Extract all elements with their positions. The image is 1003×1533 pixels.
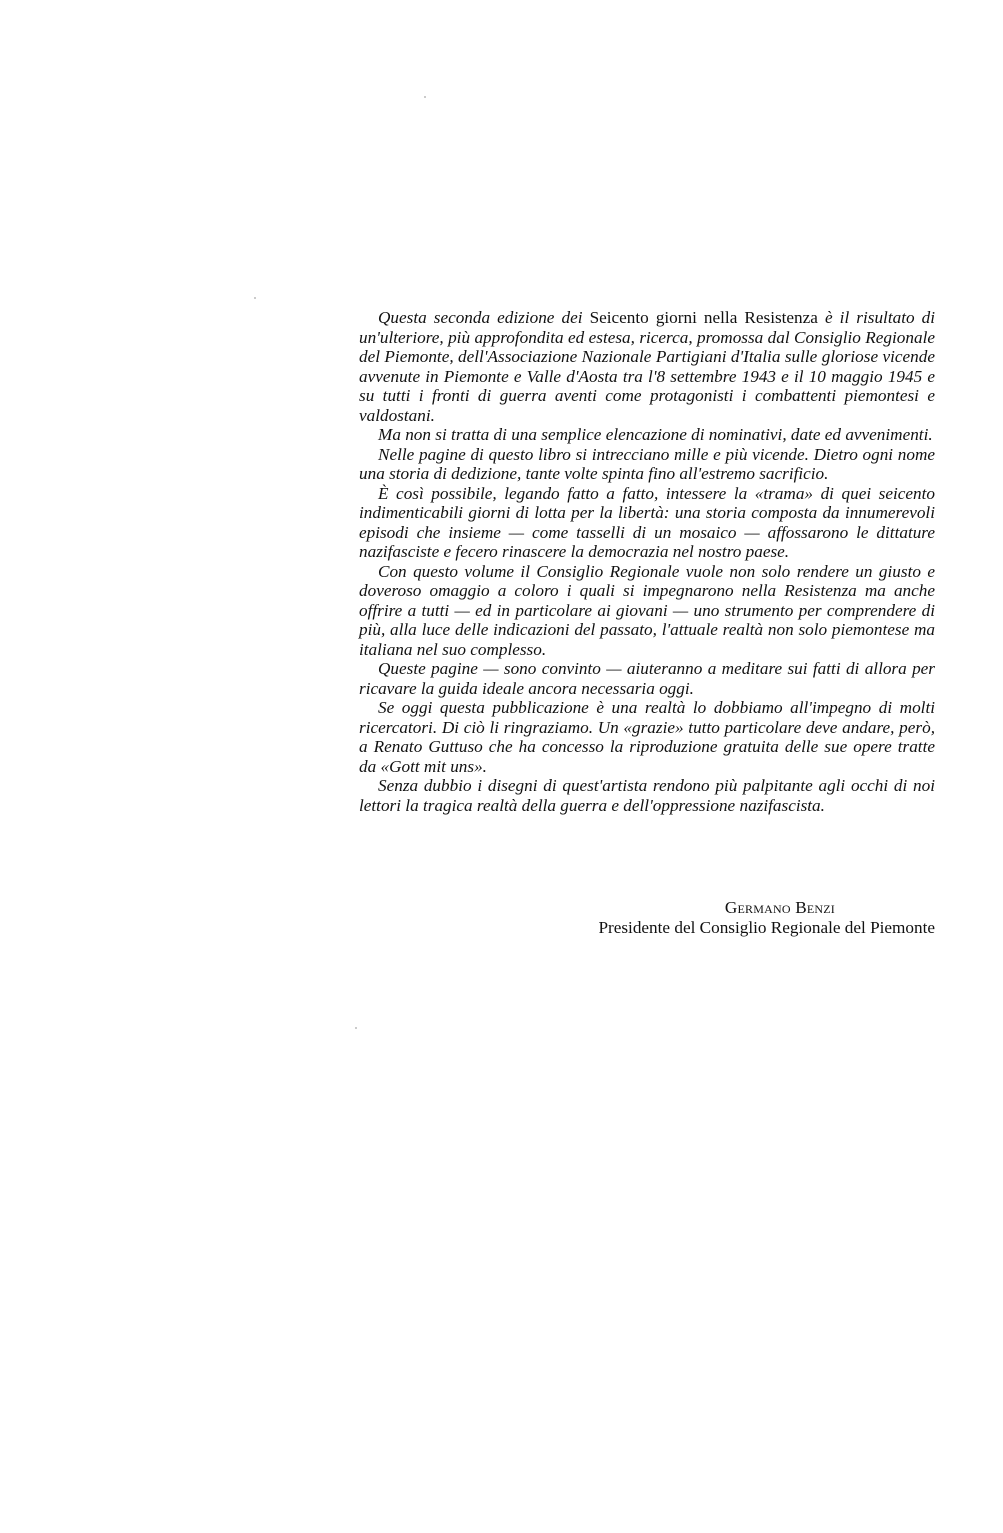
preface-paragraph [359, 308, 935, 425]
italic-text-run: Queste pagine — sono convinto — aiuteranno a meditare sui fatti di allora per ricavare la guida ideale ancora necessaria oggi. [359, 659, 935, 698]
preface-paragraph [359, 776, 935, 815]
preface-paragraph [359, 659, 935, 698]
italic-text-run: è il risultato di un'ulteriore, più approfondita ed estesa, ricerca, promossa dal Consiglio Regionale del Piemonte, dell'Associazione Nazionale Partigiani d'Italia sulle gloriose vicende avvenute in Piemonte e Valle d'Aosta tra l'8 settembre 1943 e il 10 maggio 1945 e su tutti i fronti di guerra aventi come protagonisti i combattenti piemontesi e valdostani. [359, 308, 936, 425]
preface-text [359, 308, 935, 815]
paper-speck [254, 297, 256, 299]
italic-text-run: Senza dubbio i disegni di quest'artista rendono più palpitante agli occhi di noi lettori la tragica realtà della guerra e dell'oppressione nazifascista. [359, 776, 935, 815]
preface-paragraph [359, 425, 935, 445]
italic-text-run: Se oggi questa pubblicazione è una realtà lo dobbiamo all'impegno di molti ricercatori. Di ciò li ringraziamo. Un «grazie» tutto particolare deve andare, però, a Renato Guttuso che ha concesso la riproduzione gratuita delle sue opere tratte da «Gott mit uns». [359, 698, 935, 776]
preface-paragraph [359, 698, 935, 776]
signature-block [598, 898, 935, 938]
signature-name: Germano Benzi [724, 898, 835, 917]
italic-text-run: Con questo volume il Consiglio Regionale vuole non solo rendere un giusto e doveroso omaggio a coloro i quali si impegnarono nella Resistenza ma anche offrire a tutti — ed in particolare ai giovani — uno strumento per comprendere di più, alla luce delle indicazioni del passato, l'attuale realtà non solo piemontese ma italiana nel suo complesso. [359, 561, 935, 659]
book-title: Seicento giorni nella Resistenza [589, 308, 818, 327]
signature-role: Presidente del Consiglio Regionale del Piemonte [598, 918, 935, 937]
italic-text-run: Questa seconda edizione dei [378, 308, 590, 327]
italic-text-run: Ma non si tratta di una semplice elencazione di nominativi, date ed avvenimenti. [378, 425, 933, 444]
paper-speck [424, 96, 426, 98]
preface-paragraph [359, 445, 935, 484]
preface-paragraph [359, 484, 935, 562]
preface-paragraph [359, 562, 935, 660]
italic-text-run: Nelle pagine di questo libro si intrecciano mille e più vicende. Dietro ogni nome una storia di dedizione, tante volte spinta fino all'estremo sacrificio. [359, 444, 935, 483]
italic-text-run: È così possibile, legando fatto a fatto, intessere la «trama» di quei seicento indimenticabili giorni di lotta per la libertà: una storia composta da innumerevoli episodi che insieme — come tasselli di un mosaico — affossarono le dittature nazifasciste e fecero rinascere la democrazia nel nostro paese. [359, 483, 935, 561]
paper-speck [355, 1027, 357, 1029]
